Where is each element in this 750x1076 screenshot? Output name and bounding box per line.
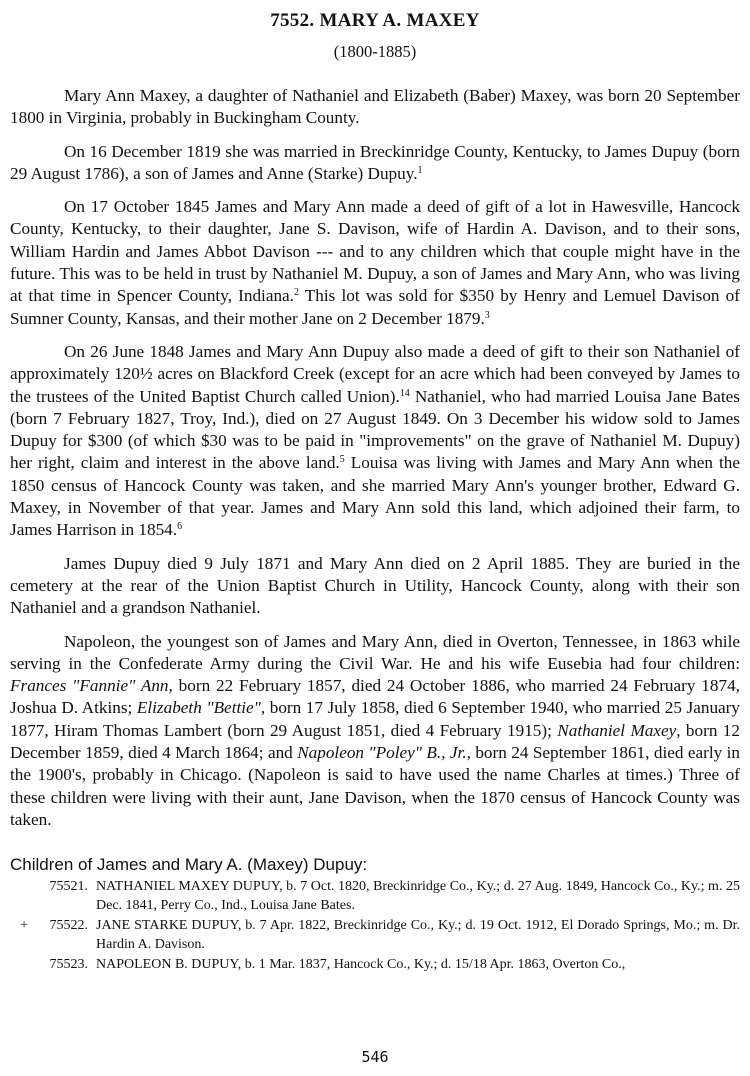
paragraph-text: , born 24 September 1861, died early in the 1900's, probably in Chicago. (Napoleon is said to have used the name Charles at times.) Three of these children were living with their aunt, Jane Davison, when the 1870 census of Hancock County was taken. [10, 743, 740, 829]
footnote-marker: 5 [339, 454, 345, 466]
child-text: NAPOLEON B. DUPUY, b. 1 Mar. 1837, Hancock Co., Ky.; d. 15/18 Apr. 1863, Overton Co., [96, 957, 626, 973]
descendant-marker [10, 956, 28, 975]
child-number: 75523. [49, 957, 88, 973]
paragraph-text: Louisa was living with James and Mary Ann when the 1850 census of Hancock County was taken, and she married Mary Ann's younger brother, Edward G. Maxey, in November of that year. James and Mary Ann sold this land, which adjoined their farm, to James Harrison in 1854. [10, 453, 740, 540]
page-title: 7552. MARY A. MAXEY [270, 10, 480, 31]
child-text: JANE STARKE DUPUY, b. 7 Apr. 1822, Breckinridge Co., Ky.; d. 19 Oct. 1912, El Dorado Springs, Mo.; m. Dr. Hardin A. Davison. [96, 918, 740, 952]
paragraph-text: Nathaniel, who had married Louisa Jane Bates (born 7 February 1827, Troy, Ind.), died on 27 August 1849. On 3 December his widow sold to James Dupuy for $300 (of which $30 was to be paid in "improvements" on the grave of Nathaniel M. Dupuy) her right, claim and interest in the above land. [10, 386, 740, 473]
page-number: 546 [361, 1048, 389, 1066]
descendant-marker [10, 878, 28, 915]
paragraph-birth [10, 85, 740, 130]
paragraph-text: Napoleon, the youngest son of James and Mary Ann, died in Overton, Tennessee, in 1863 while serving in the Confederate Army during the Civil War. He and his wife Eusebia had four children: [10, 631, 740, 673]
child-number: 75522. [49, 918, 88, 934]
paragraph-deaths [10, 553, 740, 620]
descendant-marker: + [20, 918, 28, 934]
child-text: NATHANIEL MAXEY DUPUY, b. 7 Oct. 1820, Breckinridge Co., Ky.; d. 27 Aug. 1849, Hancock Co., Ky.; m. 25 Dec. 1841, Perry Co., Ind., Louisa Jane Bates. [96, 879, 740, 913]
paragraph-napoleon [10, 631, 740, 832]
paragraph-text: On 16 December 1819 she was married in Breckinridge County, Kentucky, to James Dupuy (born 29 August 1786), a son of James and Anne (Starke) Dupuy. [10, 141, 740, 183]
paragraph-text: , born 12 December 1859, died 4 March 1864; and [10, 720, 740, 763]
paragraph-text: , born 17 July 1858, died 6 September 1940, who married 25 January 1877, Hiram Thomas Lambert (born 29 August 1851, died 4 February 1915); [10, 698, 740, 740]
children-heading: Children of James and Mary A. (Maxey) Dupuy: [10, 855, 368, 875]
child-number: 75521. [49, 879, 88, 895]
paragraph-deed-1848 [10, 341, 740, 542]
document-page [10, 6, 740, 975]
paragraph-text: On 26 June 1848 James and Mary Ann Dupuy also made a deed of gift to their son Nathaniel of approximately 120½ acres on Blackford Creek (except for an acre which had been conveyed by James to the trustees of the United Baptist Church called Union). [10, 341, 740, 406]
paragraph-marriage [10, 141, 740, 186]
child-name: Frances "Fannie" Ann [10, 676, 169, 696]
child-name: Napoleon "Poley" B., Jr. [297, 743, 467, 763]
footnote-marker: 14 [399, 387, 410, 399]
child-entry [10, 956, 740, 975]
footnote-marker: 1 [417, 164, 423, 176]
life-dates: (1800-1885) [333, 42, 417, 61]
footnote-marker: 6 [177, 521, 183, 533]
footnote-marker: 2 [293, 287, 299, 299]
paragraph-text: On 17 October 1845 James and Mary Ann made a deed of gift of a lot in Hawesville, Hancock County, Kentucky, to their daughter, Jane S. Davison, wife of Hardin A. Davison, and to their sons, William Hardin and James Abbot Davison --- and to any children which that couple might have in the future. This was to be held in trust by Nathaniel M. Dupuy, a son of James and Mary Ann, who was living at that time in Spencer County, Indiana. [10, 197, 740, 306]
child-entry [10, 878, 740, 915]
child-entry [10, 917, 740, 954]
paragraph-text: Mary Ann Maxey, a daughter of Nathaniel and Elizabeth (Baber) Maxey, was born 20 September 1800 in Virginia, probably in Buckingham County. [10, 86, 740, 128]
paragraph-text: , born 22 February 1857, died 24 October 1886, who married 24 February 1874, Joshua D. Atkins; [10, 676, 740, 718]
paragraph-text: James Dupuy died 9 July 1871 and Mary Ann died on 2 April 1885. They are buried in the cemetery at the rear of the Union Baptist Church in Utility, Hancock County, along with their son Nathaniel and a grandson Nathaniel. [10, 553, 740, 618]
footnote-marker: 3 [484, 309, 490, 321]
child-name: Elizabeth "Bettie" [136, 698, 261, 718]
paragraph-text: This lot was sold for $350 by Henry and Lemuel Davison of Sumner County, Kansas, and their mother Jane on 2 December 1879. [10, 286, 740, 328]
child-name: Nathaniel Maxey [557, 720, 677, 740]
paragraph-deed-1845 [10, 196, 740, 330]
